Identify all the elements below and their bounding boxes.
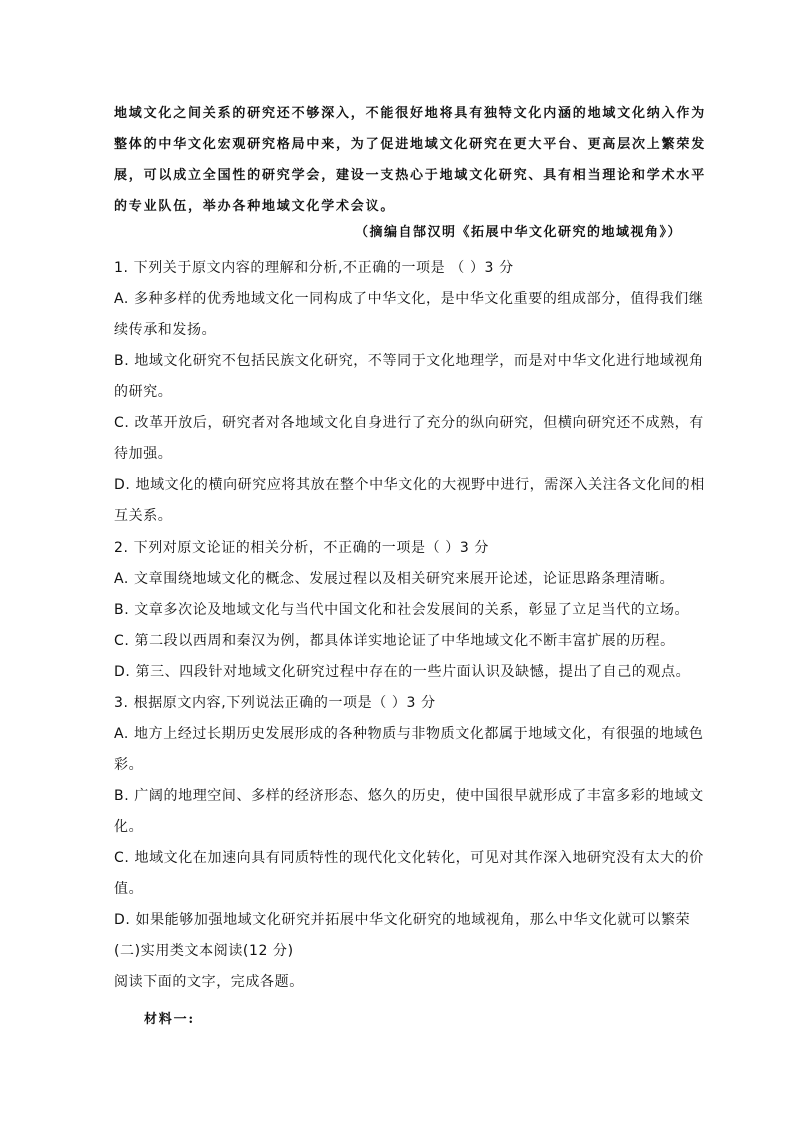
q3-option-c-cont: 值。 <box>114 881 144 897</box>
q1-option-c-cont: 待加强。 <box>114 446 173 462</box>
q1-option-a-cont: 续传承和发扬。 <box>114 322 217 338</box>
q3-option-b: B. 广阔的地理空间、多样的经济形态、悠久的历史，使中国很早就形成了丰富多彩的地域文 <box>114 788 704 804</box>
q1-option-b: B. 地域文化研究不包括民族文化研究，不等同于文化地理学，而是对中华文化进行地域视角 <box>114 353 704 369</box>
q3-option-a-cont: 彩。 <box>114 757 144 773</box>
q2-option-a: A. 文章围绕地域文化的概念、发展过程以及相关研究来展开论述，论证思路条理清晰。 <box>114 571 675 587</box>
q3-stem: 3. 根据原文内容,下列说法正确的一项是（ ）3 分 <box>114 695 436 711</box>
section-heading: (二)实用类文本阅读(12 分) <box>114 943 294 959</box>
q3-option-c: C. 地域文化在加速向具有同质特性的现代化文化转化，可见对其作深入地研究没有太大的价 <box>114 850 704 866</box>
q3-option-d: D. 如果能够加强地域文化研究并拓展中华文化研究的地域视角，那么中华文化就可以繁荣 <box>114 912 691 928</box>
source-citation: （摘编自郜汉明《拓展中华文化研究的地域视角》） <box>354 225 682 240</box>
q3-option-b-cont: 化。 <box>114 819 144 835</box>
q1-stem: 1. 下列关于原文内容的理解和分析,不正确的一项是 （ ）3 分 <box>114 260 514 276</box>
q2-option-c: C. 第二段以西周和秦汉为例，都具体详实地论证了中华地域文化不断丰富扩展的历程。 <box>114 633 675 649</box>
q2-option-b: B. 文章多次论及地域文化与当代中国文化和社会发展间的关系，彰显了立足当代的立场。 <box>114 602 690 618</box>
q2-stem: 2. 下列对原文论证的相关分析，不正确的一项是（ ）3 分 <box>114 540 490 556</box>
intro-line-4: 的专业队伍，举办各种地域文化学术会议。 <box>114 199 396 214</box>
q3-option-a: A. 地方上经过长期历史发展形成的各种物质与非物质文化都属于地域文化，有很强的地域色 <box>114 726 704 742</box>
material-label: 材料一: <box>144 1012 195 1027</box>
reading-instruction: 阅读下面的文字，完成各题。 <box>114 974 304 990</box>
q1-option-a: A. 多种多样的优秀地域文化一同构成了中华文化，是中华文化重要的组成部分，值得我们继 <box>114 291 704 307</box>
q1-option-d: D. 地域文化的横向研究应将其放在整个中华文化的大视野中进行，需深入关注各文化间的相 <box>114 477 705 493</box>
intro-line-2: 整体的中华文化宏观研究格局中来，为了促进地域文化研究在更大平台、更高层次上繁荣发 <box>114 137 707 152</box>
q1-option-c: C. 改革开放后，研究者对各地域文化自身进行了充分的纵向研究，但横向研究还不成熟，有 <box>114 415 704 431</box>
intro-line-3: 展，可以成立全国性的研究学会，建设一支热心于地域文化研究、具有相当理论和学术水平 <box>114 168 707 183</box>
q1-option-b-cont: 的研究。 <box>114 384 173 400</box>
intro-line-1: 地域文化之间关系的研究还不够深入，不能很好地将具有独特文化内涵的地域文化纳入作为 <box>114 106 707 121</box>
q2-option-d: D. 第三、四段针对地域文化研究过程中存在的一些片面认识及缺憾，提出了自己的观点。 <box>114 664 691 680</box>
q1-option-d-cont: 互关系。 <box>114 508 173 524</box>
